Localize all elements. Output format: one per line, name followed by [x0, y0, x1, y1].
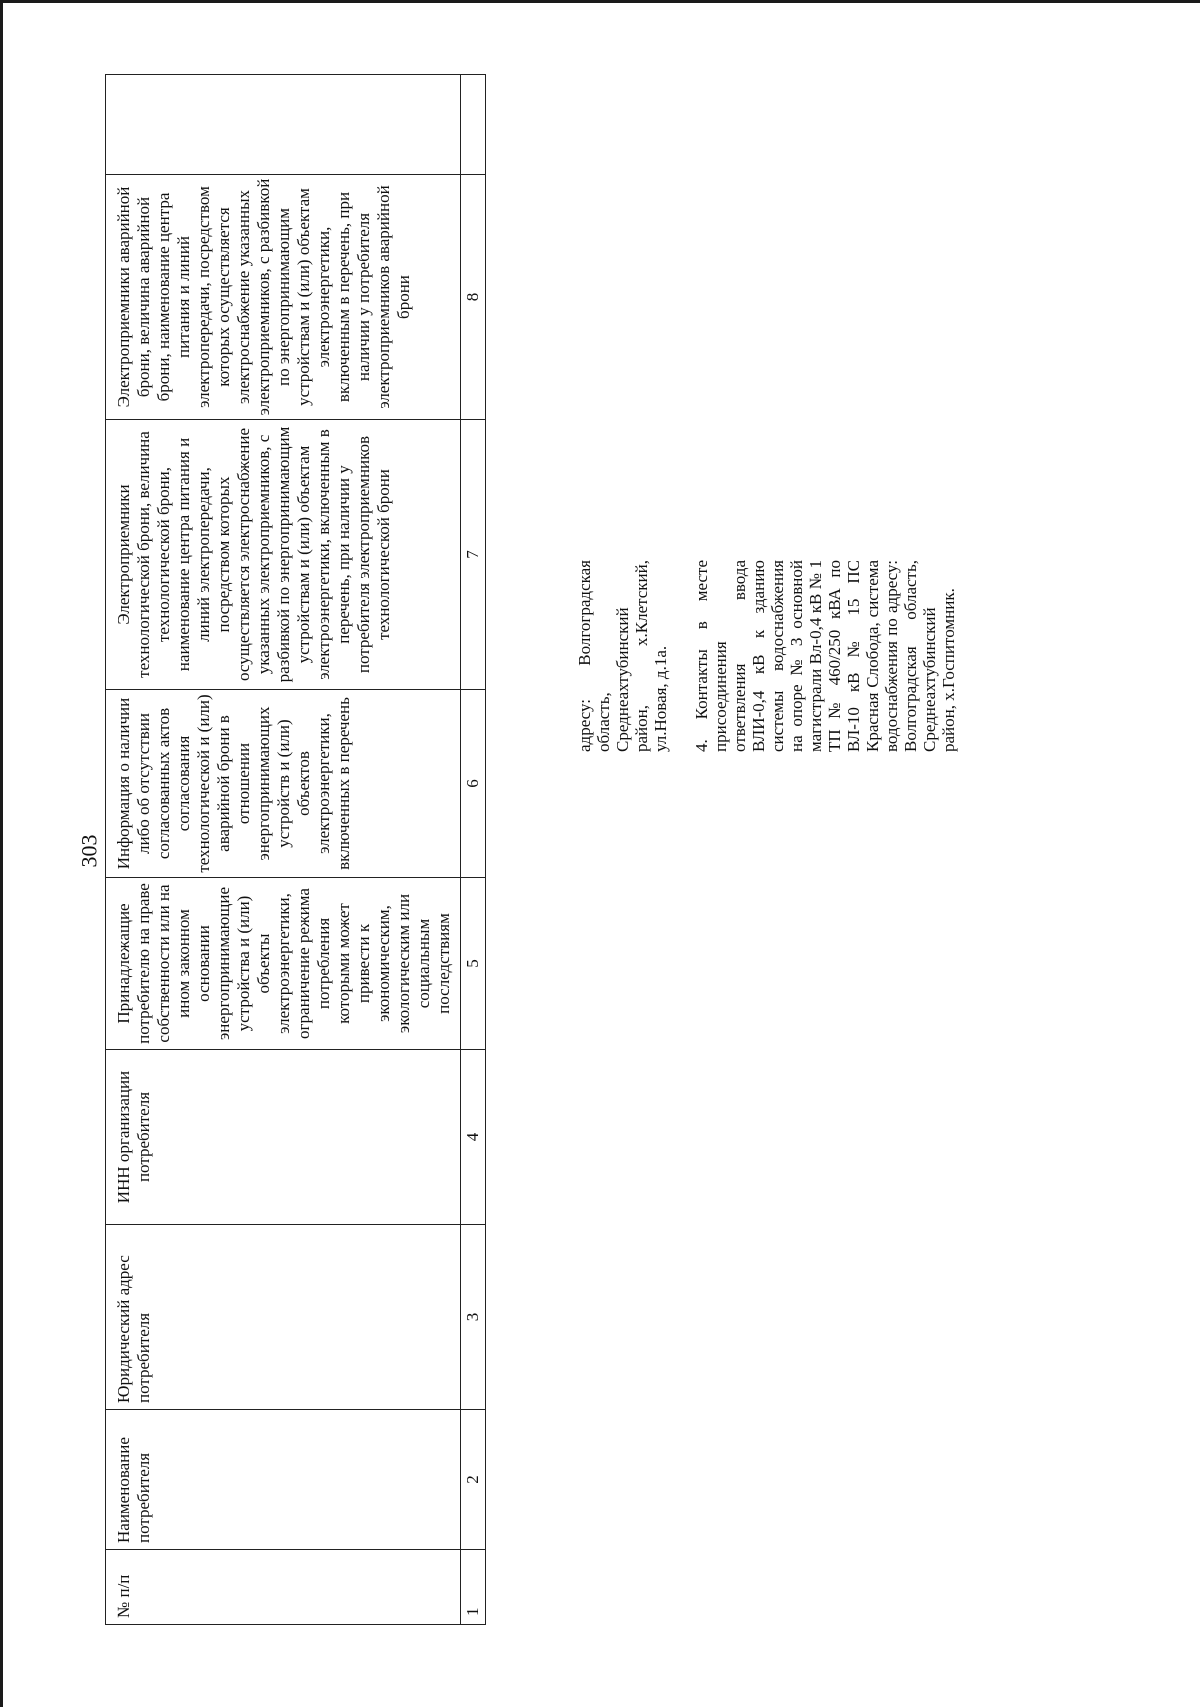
- col5-address-tail: адресу: Волгоградская область, Среднеахтубинский район, х.Клетский, ул.Новая, д.1а.: [575, 560, 670, 752]
- column-number-6: 6: [461, 690, 486, 878]
- page-number-text: 303: [76, 834, 101, 868]
- column-number-row: [461, 75, 486, 1625]
- header-col-1: № п/п: [106, 1550, 461, 1625]
- column-number-5: 5: [461, 878, 486, 1050]
- rotated-table-block: [105, 75, 958, 1625]
- scan-edge-top: [0, 0, 1200, 3]
- column-number-2: 2: [461, 1410, 486, 1550]
- column-number-empty: [461, 75, 486, 175]
- header-row: [106, 75, 461, 1625]
- column-number-7: 7: [461, 420, 486, 690]
- header-col-8: Электроприемники аварийной брони, величина аварийной брони, наименование центра питания и линий электропередачи, посредством которых осуществляется электроснабжение указанных электроприемников, с разбивкой по энергопринимающим устройствам и (или) объектам электроэнергетики, включенным в перечень, при наличии у потребителя электроприемников аварийной брони: [106, 175, 461, 420]
- paragraph-gap: [670, 560, 692, 752]
- consumer-table: [105, 74, 486, 1625]
- header-col-6: Информация о наличии либо об отсутствии согласованных актов согласования технологической и (или) аварийной брони в отношении энергопринимающих устройств и (или) объектов электроэнергетики, включенных в перечень: [106, 690, 461, 878]
- column-number-1: 1: [461, 1550, 486, 1625]
- column-number-4: 4: [461, 1050, 486, 1225]
- header-col-2: Наименование потребителя: [106, 1410, 461, 1550]
- col5-continuation: [575, 560, 958, 752]
- column-number-3: 3: [461, 1225, 486, 1410]
- header-col-7: Электроприемники технологической брони, величина технологической брони, наименование центра питания и линий электропередачи, посредством которых осуществляется электроснабжение указанных электроприемников, с разбивкой по энергопринимающим устройствам и (или) объектам электроэнергетики, включенным в перечень, при наличии у потребителя электроприемников технологической брони: [106, 420, 461, 690]
- scan-edge-left: [0, 0, 3, 1707]
- col5-item-4: 4. Контакты в месте присоединения ответвления ввода ВЛИ-0,4 кВ к зданию системы водоснабжения на опоре № 3 основной магистрали Вл-0,4 кВ № 1 ТП № 460/250 кВА по ВЛ-10 кВ № 15 ПС Красная Слобода, система водоснабжения по адресу: Волгоградская область, Среднеахтубинский район, х.Госпитомник.: [692, 560, 958, 752]
- header-col-5: Принадлежащие потребителю на праве собственности или на ином законном основании энергопринимающие устройства и (или) объекты электроэнергетики, ограничение режима потребления которыми может привести к экономическим, экологическим или социальным последствиям: [106, 878, 461, 1050]
- header-col-empty: [106, 75, 461, 175]
- header-col-3: Юридический адрес потребителя: [106, 1225, 461, 1410]
- column-number-8: 8: [461, 175, 486, 420]
- page-number: [69, 826, 109, 876]
- header-col-4: ИНН организации потребителя: [106, 1050, 461, 1225]
